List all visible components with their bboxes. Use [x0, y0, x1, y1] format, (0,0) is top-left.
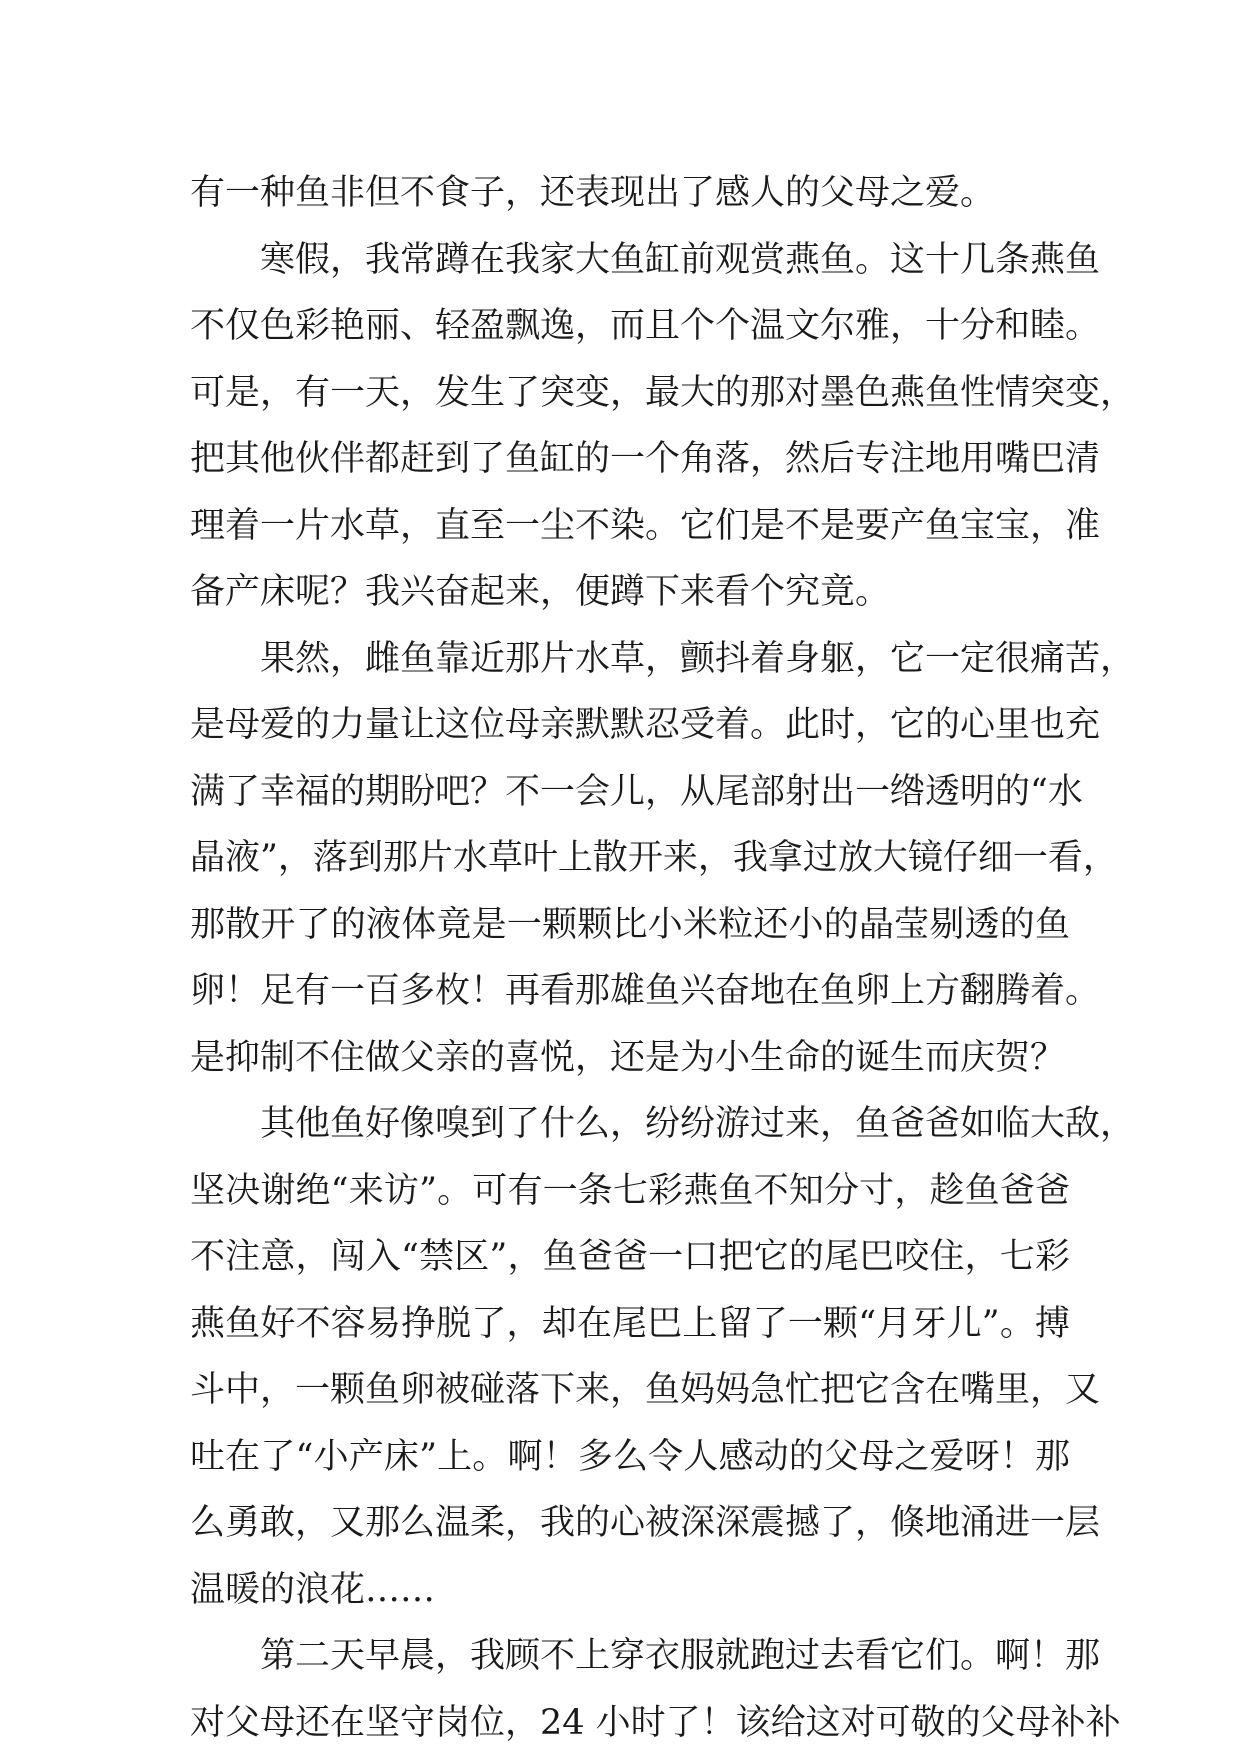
text-line: 理着一片水草，直至一尘不染。它们是不是要产鱼宝宝，准: [190, 493, 1070, 560]
text-line: 斗中，一颗鱼卵被碰落下来，鱼妈妈急忙把它含在嘴里，又: [190, 1357, 1070, 1424]
body-text: [190, 160, 1070, 1756]
text-line: 么勇敢，又那么温柔，我的心被深深震撼了，倏地涌进一层: [190, 1490, 1070, 1557]
paragraph-first-line: 寒假，我常蹲在我家大鱼缸前观赏燕鱼。这十几条燕鱼: [190, 227, 1070, 294]
text-line: 满了幸福的期盼吧？不一会儿，从尾部射出一绺透明的“水: [190, 759, 1070, 826]
text-line: 有一种鱼非但不食子，还表现出了感人的父母之爱。: [190, 160, 1070, 227]
text-line: 燕鱼好不容易挣脱了，却在尾巴上留了一颗“月牙儿”。搏: [190, 1291, 1070, 1358]
text-line: 把其他伙伴都赶到了鱼缸的一个角落，然后专注地用嘴巴清: [190, 426, 1070, 493]
text-line: 是抑制不住做父亲的喜悦，还是为小生命的诞生而庆贺？: [190, 1025, 1070, 1092]
text-line: 坚决谢绝“来访”。可有一条七彩燕鱼不知分寸，趁鱼爸爸: [190, 1158, 1070, 1225]
text-line: 备产床呢？我兴奋起来，便蹲下来看个究竟。: [190, 559, 1070, 626]
text-line: 温暖的浪花……: [190, 1557, 1070, 1624]
text-line: 对父母还在坚守岗位，24 小时了！该给这对可敬的父母补补: [190, 1690, 1070, 1756]
paragraph-first-line: 果然，雌鱼靠近那片水草，颤抖着身躯，它一定很痛苦，: [190, 626, 1070, 693]
text-line: 卵！足有一百多枚！再看那雄鱼兴奋地在鱼卵上方翻腾着。: [190, 958, 1070, 1025]
text-line: 那散开了的液体竟是一颗颗比小米粒还小的晶莹剔透的鱼: [190, 892, 1070, 959]
text-line: 吐在了“小产床”上。啊！多么令人感动的父母之爱呀！那: [190, 1424, 1070, 1491]
text-line: 晶液”，落到那片水草叶上散开来，我拿过放大镜仔细一看，: [190, 825, 1070, 892]
text-line: 是母爱的力量让这位母亲默默忍受着。此时，它的心里也充: [190, 692, 1070, 759]
paragraph-first-line: 第二天早晨，我顾不上穿衣服就跑过去看它们。啊！那: [190, 1623, 1070, 1690]
paragraph-first-line: 其他鱼好像嗅到了什么，纷纷游过来，鱼爸爸如临大敌，: [190, 1091, 1070, 1158]
text-line: 不仅色彩艳丽、轻盈飘逸，而且个个温文尔雅，十分和睦。: [190, 293, 1070, 360]
text-line: 不注意，闯入“禁区”，鱼爸爸一口把它的尾巴咬住，七彩: [190, 1224, 1070, 1291]
text-line: 可是，有一天，发生了突变，最大的那对墨色燕鱼性情突变，: [190, 360, 1070, 427]
